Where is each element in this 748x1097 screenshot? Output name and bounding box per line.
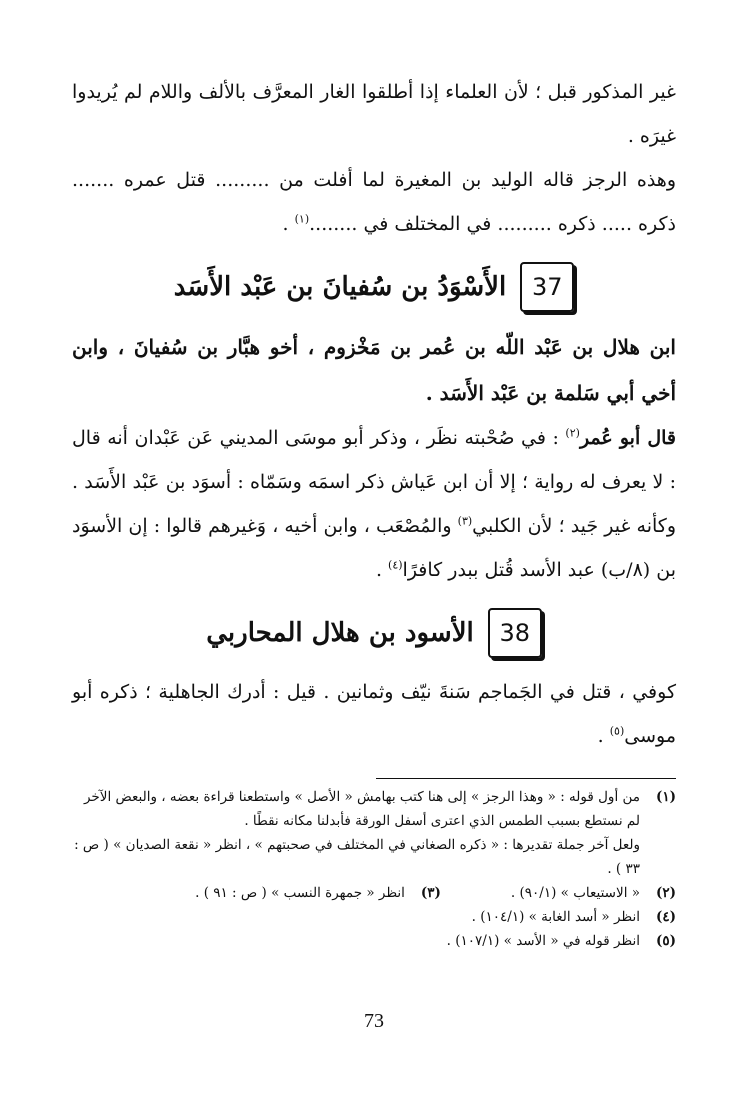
footnote-3-text: انظر « جمهرة النسب » ( ص : ٩١ ) . bbox=[195, 885, 405, 901]
footnote-ref-3[interactable]: (٣) bbox=[457, 514, 473, 528]
paragraph-5-text: كوفي ، قتل في الجَماجم سَنةَ نيّف وثمانين . قيل : أدرك الجاهلية ؛ ذكره أبو موسى bbox=[72, 681, 676, 747]
entry-heading-38 bbox=[72, 608, 676, 658]
paragraph-3 bbox=[72, 324, 676, 416]
footnote-ref-1[interactable]: (١) bbox=[294, 212, 310, 226]
entry-title-38: الأسود بن هلال المحاربي bbox=[206, 618, 474, 648]
footnote-1-continuation: ولعل آخر جملة تقديرها : « ذكره الصغاني في المختلف في صحبتهم » ، انظر « نقعة الصديان » ( ص : ٣٣ ) . bbox=[74, 837, 640, 877]
footnote-1 bbox=[72, 785, 676, 833]
entry-number-38: 38 bbox=[488, 608, 542, 658]
footnote-2-number: (٢) bbox=[655, 885, 676, 901]
footnote-3-number: (٣) bbox=[420, 885, 441, 901]
footnote-2-text: « الاستيعاب » (٩٠/١) . bbox=[510, 885, 640, 901]
paragraph-2 bbox=[72, 158, 676, 246]
footnote-1-number: (١) bbox=[655, 789, 676, 805]
paragraph-5 bbox=[72, 670, 676, 758]
paragraph-4-lead: قال أبو عُمر bbox=[579, 427, 677, 449]
paragraph-2-end: . bbox=[282, 213, 295, 235]
footnotes bbox=[72, 785, 676, 953]
page-number: 73 bbox=[364, 1010, 384, 1032]
paragraph-1 bbox=[72, 70, 676, 158]
paragraph-2-text: وهذه الرجز قاله الوليد بن المغيرة لما أفلت من ......... قتل عمره ....... ذكره ..... ذكره ......... في المختلف في ........ bbox=[72, 169, 676, 235]
entry-number-37: 37 bbox=[520, 262, 574, 312]
entry-heading-37 bbox=[72, 262, 676, 312]
footnote-4 bbox=[72, 905, 676, 929]
footnote-1-text: من أول قوله : « وهذا الرجز » إلى هنا كتب بهامش « الأصل » واستطعنا قراءة بعضه ، والبعض الآخر لم نستطع بسبب الطمس الذي اعترى أسفل الورقة فأبدلنا مكانه نقطًا . bbox=[83, 789, 640, 829]
paragraph-5-end: . bbox=[597, 725, 610, 747]
footnote-5-text: انظر قوله في « الأسد » (١٠٧/١) . bbox=[446, 933, 640, 949]
paragraph-4-end: . bbox=[375, 559, 389, 581]
footnote-2 bbox=[511, 881, 676, 905]
entry-title-37: الأَسْوَدُ بن سُفيانَ بن عَبْد الأَسَد bbox=[173, 272, 507, 302]
paragraph-4-text-c: والمُصْعَب ، وابن أخيه ، وَغيرهم قالوا : إن الأسوَد بن (٨/ب) عبد الأسد قُتل ببدر كافرًا bbox=[72, 515, 676, 581]
footnote-2-3-row bbox=[72, 881, 676, 905]
paragraph-4 bbox=[72, 416, 676, 592]
paragraph-3-text: ابن هلال بن عَبْد اللّه بن عُمر بن مَخْزوم ، أخو هبَّار بن سُفيانَ ، وابن أخي أبي سَلمة بن عَبْد الأَسَد . bbox=[72, 335, 676, 405]
footnote-ref-2[interactable]: (٢) bbox=[565, 426, 580, 440]
paragraph-1-text: غير المذكور قبل ؛ لأن العلماء إذا أطلقوا الغار المعرَّف بالألف واللام لم يُريدوا غيرَه . bbox=[72, 81, 676, 147]
footnote-4-text: انظر « أسد الغابة » (١٠٤/١) . bbox=[471, 909, 640, 925]
footnote-5 bbox=[72, 929, 676, 953]
footnote-ref-5[interactable]: (٥) bbox=[609, 724, 625, 738]
footnote-4-number: (٤) bbox=[655, 909, 676, 925]
page-body bbox=[72, 70, 676, 1077]
footnote-3 bbox=[195, 881, 441, 905]
footnote-ref-4[interactable]: (٤) bbox=[388, 558, 403, 572]
footnote-5-number: (٥) bbox=[655, 933, 676, 949]
paragraph-4-text-b: : في صُحْبته نظَر ، وذكر أبو موسَى المديني عَن عَبْدان أنه قال : لا يعرف له رواية ؛ إلا أن ابن عَياش ذكر اسمَه وسَمّاه : أسوَد بن عَبْد الأَسَد . وكأنه غير جَيد ؛ لأن الكلبي bbox=[72, 427, 676, 537]
footnote-divider bbox=[376, 778, 676, 779]
